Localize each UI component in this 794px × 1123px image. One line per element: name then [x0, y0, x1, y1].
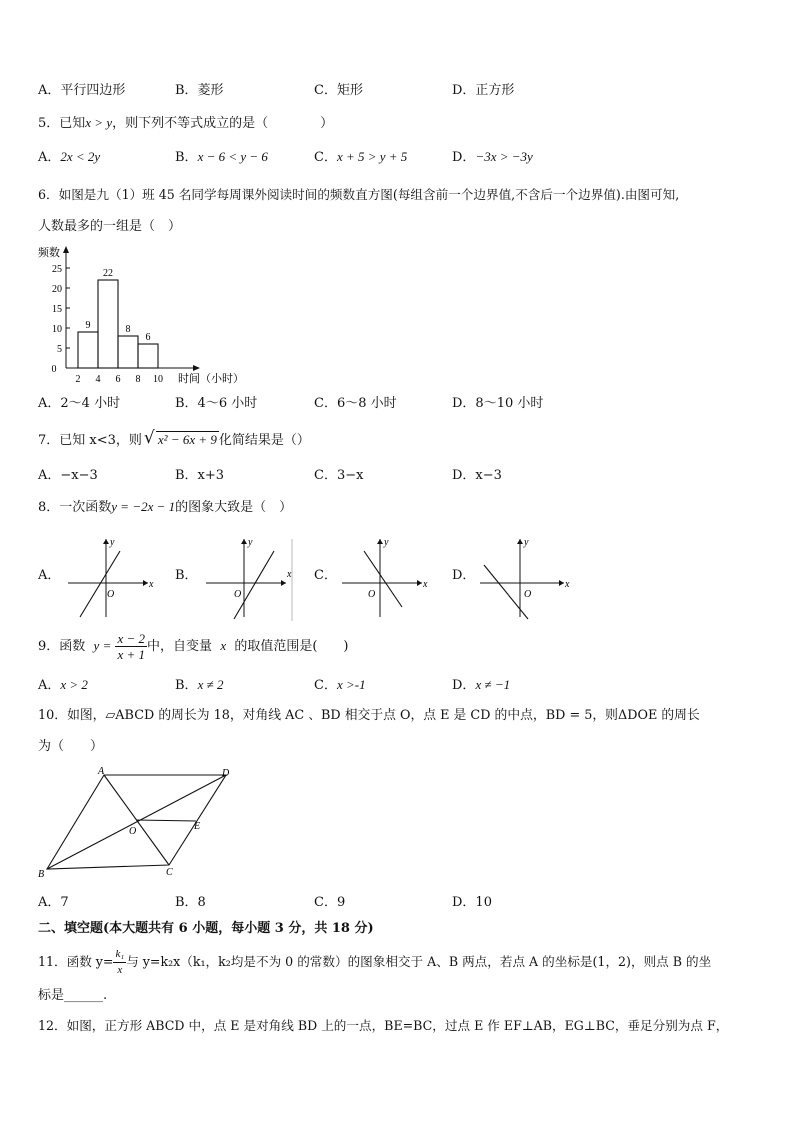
q8-graph-a [62, 535, 154, 621]
y-tick-label: 15 [52, 304, 62, 315]
q11-stem-line2: 标是______. [38, 988, 108, 1003]
q9-option-a: A．x > 2 [38, 677, 88, 693]
q10-option-c: C．9 [314, 895, 346, 910]
q10-option-b: B．8 [175, 895, 206, 910]
y-axis-title: 频数 [38, 247, 60, 259]
q8-graph-c [338, 535, 430, 621]
q4-option-a: A．平行四边形 [38, 83, 126, 98]
q9-stem: 9．函数 y = $\frac{x - 2}{x + 1}$ 中，自变量 x 的取值范围是( ) [38, 631, 349, 662]
q10-option-a: A．7 [38, 895, 69, 910]
svg-text:O: O [368, 589, 376, 600]
x-tick-label: 2 [75, 374, 81, 385]
q5-option-b: B．x − 6 < y − 6 [175, 149, 268, 165]
q9-option-c: C．x >-1 [314, 677, 366, 693]
q6-stem-line2: 人数最多的一组是（ ） [38, 219, 182, 234]
svg-text:y: y [248, 537, 253, 548]
svg-text:y: y [524, 537, 529, 548]
x-tick-label: 6 [115, 374, 121, 385]
svg-text:D: D [222, 768, 230, 779]
svg-text:O: O [107, 589, 115, 600]
x-tick-label: 8 [135, 374, 141, 385]
q9-option-d: D．x ≠ −1 [452, 677, 511, 693]
q7-option-a: A．−x−3 [38, 468, 98, 483]
svg-text:O: O [129, 826, 137, 837]
q10-stem-line1: 10．如图，▱ABCD 的周长为 18，对角线 AC 、BD 相交于点 O，点 E 是 CD 的中点，BD = 5，则ΔDOE 的周长 [38, 708, 700, 723]
q8-option-b-label: B． [175, 568, 198, 583]
svg-text:O: O [234, 589, 242, 600]
bar-data-label: 22 [103, 268, 113, 279]
svg-text:x: x [149, 579, 154, 590]
q10-stem-line2: 为（ ） [38, 739, 104, 754]
q7-option-b: B．x+3 [175, 468, 225, 483]
bar-data-label: 9 [85, 320, 91, 331]
q5-option-a: A．2x < 2y [38, 149, 101, 165]
parallelogram-figure [34, 765, 240, 881]
histogram-bar [118, 336, 138, 368]
q8-option-a-label: A． [38, 568, 61, 583]
q4-option-b: B．菱形 [175, 83, 224, 98]
q6-option-c: C．6～8 小时 [314, 396, 397, 411]
q5-stem: 5．已知x > y，则下列不等式成立的是（ ） [38, 115, 334, 131]
q8-stem: 8．一次函数y = −2x − 1的图象大致是（ ） [38, 499, 293, 515]
q5-option-d: D．−3x > −3y [452, 149, 533, 165]
q6-option-b: B．4～6 小时 [175, 396, 258, 411]
q5-option-c: C．x + 5 > y + 5 [314, 149, 408, 165]
histogram-bar [78, 332, 98, 368]
x-axis-title: 时间（小时） [178, 373, 244, 385]
svg-text:y: y [110, 537, 115, 548]
svg-text:x: x [423, 579, 428, 590]
q8-option-c-label: C． [314, 568, 337, 583]
q9-option-b: B．x ≠ 2 [175, 677, 224, 693]
q11-fraction: $\frac{\text{k₁}}{x}$ [115, 948, 125, 976]
q6-stem-line1: 6．如图是九（1）班 45 名同学每周课外阅读时间的频数直方图(每组含前一个边界值,不含后一个边界值).由图可知, [38, 187, 680, 202]
q12-stem-line1: 12．如图，正方形 ABCD 中，点 E 是对角线 BD 上的一点，BE=BC，过点 E 作 EF⊥AB，EG⊥BC，垂足分别为点 F， [38, 1018, 729, 1033]
bar-data-label: 8 [125, 324, 131, 335]
q4-option-c: C．矩形 [314, 83, 363, 98]
histogram-bar [138, 344, 158, 368]
sqrt-expression: √ x² − 6x + 9 [143, 428, 217, 448]
svg-text:O: O [524, 589, 532, 600]
svg-text:C: C [166, 867, 173, 878]
y-axis-arrow [63, 246, 69, 253]
q5-condition: x > y [85, 115, 113, 130]
origin-label: 0 [51, 364, 57, 375]
svg-text:B: B [38, 869, 45, 880]
y-tick-label: 25 [52, 264, 62, 275]
q9-fraction: $\frac{x - 2}{x + 1}$ [117, 631, 146, 662]
q4-option-d: D．正方形 [452, 83, 515, 98]
svg-text:x: x [565, 579, 570, 590]
y-tick-label: 20 [52, 284, 62, 295]
histogram-chart [30, 240, 270, 388]
q8-option-d-label: D． [452, 568, 476, 583]
histogram-bar [98, 280, 118, 368]
q11-stem-line1: 11．函数 y= $\frac{\text{k₁}}{x}$ 与 y=k₂x（k₁，k₂均是不为 0 的常数）的图象相交于 A、B 两点，若点 A 的坐标是(1，2)，则点 B 的坐 [38, 948, 712, 976]
q7-option-c: C．3−x [314, 468, 364, 483]
q6-option-a: A．2～4 小时 [38, 396, 121, 411]
x-axis-arrow [193, 365, 200, 371]
svg-text:E: E [194, 821, 201, 832]
x-tick-label: 10 [153, 374, 163, 385]
q7-stem: 7．已知 x<3，则 √ x² − 6x + 9 化简结果是（） [38, 428, 310, 448]
q8-graph-b [200, 535, 296, 621]
q8-function: y = −2x − 1 [111, 499, 176, 514]
svg-text:A: A [98, 766, 105, 777]
q6-option-d: D．8～10 小时 [452, 396, 544, 411]
q8-graph-d [476, 535, 572, 621]
q7-option-d: D．x−3 [452, 468, 502, 483]
y-tick-label: 5 [57, 344, 62, 355]
bar-data-label: 6 [145, 332, 151, 343]
x-tick-label: 4 [95, 374, 101, 385]
svg-text:y: y [384, 537, 389, 548]
y-tick-label: 10 [52, 324, 62, 335]
q10-option-d: D．10 [452, 895, 492, 910]
svg-text:x: x [287, 569, 292, 580]
section-heading: 二、填空题(本大题共有 6 小题，每小题 3 分，共 18 分) [38, 921, 374, 936]
